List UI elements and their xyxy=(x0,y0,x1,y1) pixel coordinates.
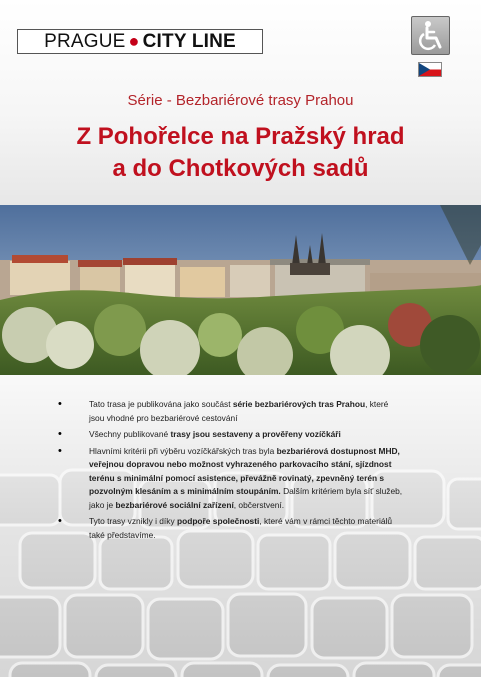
bullet-text-bold: trasy jsou sestaveny a prověřeny vozíčkáři xyxy=(170,429,341,439)
bullet-text: , které vám v rámci těchto materiálů také představíme. xyxy=(89,516,392,540)
logo-dot: ● xyxy=(128,30,140,51)
bullet-text: Dalším kritériem byla síť služeb, jako je xyxy=(89,486,403,510)
bullet-item xyxy=(58,398,403,425)
bullet-text: Tyto trasy vznikly i díky xyxy=(89,516,177,526)
bullet-text-bold: série bezbariérových tras Prahou xyxy=(232,399,366,409)
bullet-text-bold: bezbariérové sociální zařízení xyxy=(115,499,234,510)
wheelchair-symbol xyxy=(416,20,446,52)
title-line-2: a do Chotkových sadů xyxy=(112,155,369,182)
prague-castle-photo xyxy=(0,205,481,375)
logo-text-prague: PRAGUE xyxy=(44,30,126,52)
title-line-1: Z Pohořelce na Pražský hrad xyxy=(76,123,405,150)
bullet-item xyxy=(58,515,403,542)
bullet-text: , občerstvení. xyxy=(233,499,285,510)
bullet-text: Tato trasa je publikována jako součást xyxy=(89,399,233,409)
bullet-text: Hlavními kritérii při výběru vozíčkářských tras byla xyxy=(89,445,277,456)
bullet-text-bold: bezbariérová dostupnost MHD, veřejnou dopravou nebo možnost vyhrazeného parkovacího stání, sjízdnost terénu s minimální pomocí asistence, převážně rovinatý, zpevněný terén s pozvolným klesáním a s minimálním stoupáním. xyxy=(89,445,400,496)
info-bullet-list xyxy=(58,398,403,545)
series-subtitle: Série - Bezbariérové trasy Prahou xyxy=(127,92,354,109)
bullet-item xyxy=(58,428,403,442)
czech-flag-icon xyxy=(418,62,442,77)
logo-text-city-line: CITY LINE xyxy=(142,30,236,52)
bullet-text: Všechny publikované xyxy=(89,429,171,439)
prague-city-line-logo xyxy=(17,29,263,54)
wheelchair-icon xyxy=(411,16,450,55)
bullet-text-bold: podpoře společnosti xyxy=(176,516,260,526)
bullet-item xyxy=(58,445,403,513)
page-title xyxy=(0,121,481,185)
bullet-text: , které jsou vhodné pro bezbariérové cestování xyxy=(89,399,389,423)
